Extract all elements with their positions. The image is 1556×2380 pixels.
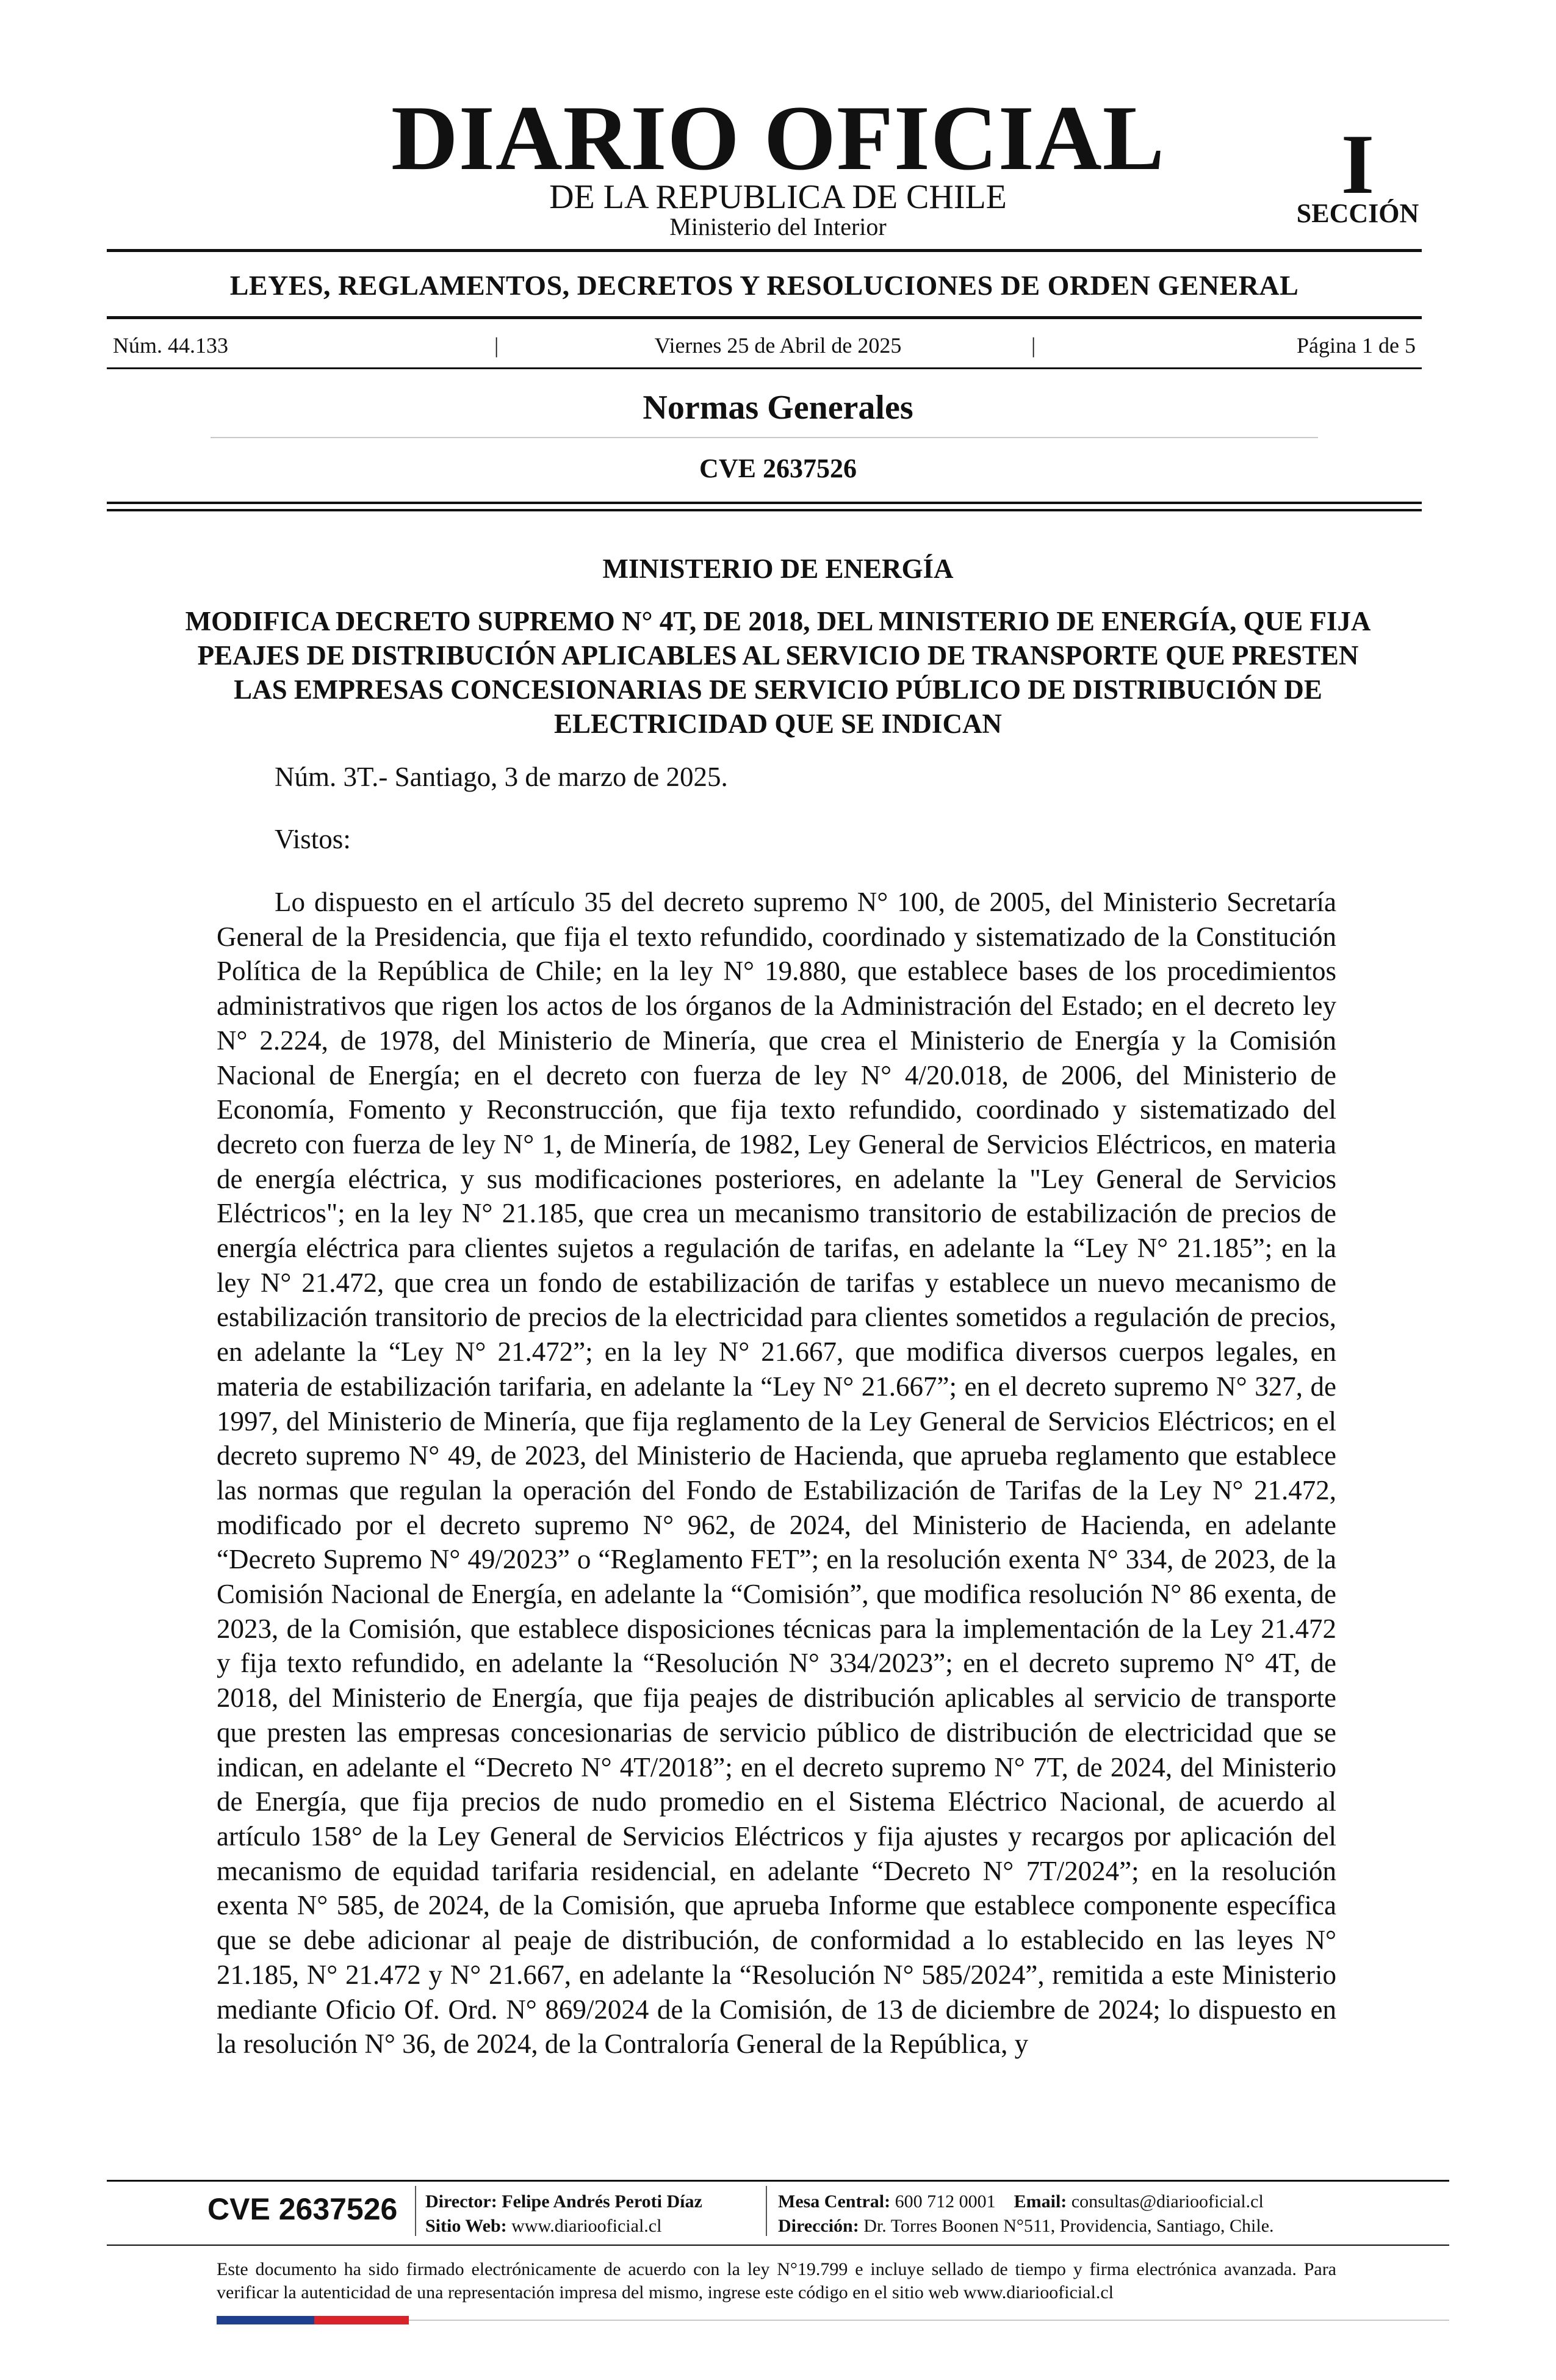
address-label: Dirección: [778,2216,859,2236]
section-label: SECCIÓN [1296,198,1419,228]
signature-note: Este documento ha sido firmado electrónicamente de acuerdo con la ley N°19.799 e incluye sellado de tiempo y firma electrónica avanzada. Para verificar la autenticidad de una representación impresa del mismo, ingrese este código en el sitio web www.diariooficial.cl [217,2259,1336,2302]
director-label: Director: [425,2191,497,2212]
section-divider [211,437,1318,438]
phone-label: Mesa Central: [778,2191,891,2212]
section-heading: Normas Generales [643,389,913,427]
decree-title: MODIFICA DECRETO SUPREMO N° 4T, DE 2018, DEL MINISTERIO DE ENERGÍA, QUE FIJA PEAJES DE DISTRIBUCIÓN APLICABLES AL SERVICIO DE TRANSPORTE QUE PRESTEN LAS EMPRESAS CONCESIONARIAS DE SERVICIO PÚBLICO DE DISTRIBUCIÓN DE ELECTRICIDAD QUE SE INDICAN [185,606,1371,739]
masthead-ministry: Ministerio del Interior [669,213,887,240]
section-numeral: I [1341,117,1375,212]
footer-cve-code: CVE 2637526 [207,2192,398,2226]
cve-code: CVE 2637526 [699,453,857,483]
flag-bar-blue [217,2316,314,2324]
footer-director-block [425,2190,767,2238]
email-label: Email: [1014,2191,1067,2212]
footer-divider [415,2186,416,2236]
masthead-title: DIARIO OFICIAL [391,87,1165,189]
phone-number: 600 712 0001 [895,2191,996,2212]
footer-rule-top [107,2180,1449,2182]
meta-separator: | [494,333,499,358]
meta-separator: | [1031,333,1036,358]
vistos-heading: Vistos: [275,824,351,854]
flag-bar-rule [409,2320,1449,2321]
footer-rule-bottom [107,2245,1449,2246]
vistos-body: Lo dispuesto en el artículo 35 del decreto supremo N° 100, de 2005, del Ministerio Secretaría General de la Presidencia, que fija el texto refundido, coordinado y sistematizado de la Constitución Política de la República de Chile; en la ley N° 19.880, que establece bases de los procedimientos administrativos que rigen los actos de los órganos de la Administración del Estado; en el decreto ley N° 2.224, de 1978, del Ministerio de Minería, que crea el Ministerio de Energía y la Comisión Nacional de Energía; en el decreto con fuerza de ley N° 4/20.018, de 2006, del Ministerio de Economía, Fomento y Reconstrucción, que fija texto refundido, coordinado y sistematizado del decreto con fuerza de ley N° 1, de Minería, de 1982, Ley General de Servicios Eléctricos, en materia de energía eléctrica, y sus modificaciones posteriores, en adelante la "Ley General de Servicios Eléctricos"; en la ley N° 21.185, que crea un mecanismo transitorio de estabilización de precios de energía eléctrica para clientes sujetos a regulación de tarifas, en adelante la “Ley N° 21.185”; en la ley N° 21.472, que crea un fondo de estabilización de tarifas y establece un nuevo mecanismo de estabilización transitorio de precios de la electricidad para clientes sometidos a regulación de precios, en adelante la “Ley N° 21.472”; en la ley N° 21.667, que modifica diversos cuerpos legales, en materia de estabilización tarifaria, en adelante la “Ley N° 21.667”; en el decreto supremo N° 327, de 1997, del Ministerio de Minería, que fija reglamento de la Ley General de Servicios Eléctricos; en el decreto supremo N° 49, de 2023, del Ministerio de Hacienda, que aprueba reglamento que establece las normas que regulan la operación del Fondo de Estabilización de Tarifas de la Ley N° 21.472, modificado por el decreto supremo N° 962, de 2024, del Ministerio de Hacienda, en adelante “Decreto Supremo N° 49/2023” o “Reglamento FET”; en la resolución exenta N° 334, de 2023, de la Comisión Nacional de Energía, en adelante la “Comisión”, que modifica resolución N° 86 exenta, de 2023, de la Comisión, que establece disposiciones técnicas para la implementación de la Ley 21.472 y fija texto refundido, en adelante la “Resolución N° 334/2023”; en el decreto supremo N° 4T, de 2018, del Ministerio de Energía, que fija peajes de distribución aplicables al servicio de transporte que presten las empresas concesionarias de servicio público de distribución de electricidad que se indican, en adelante el “Decreto N° 4T/2018”; en el decreto supremo N° 7T, de 2024, del Ministerio de Energía, que fija precios de nudo promedio en el Sistema Eléctrico Nacional, de acuerdo al artículo 158° de la Ley General de Servicios Eléctricos y fija ajustes y recargos por aplicación del mecanismo de equidad tarifaria residencial, en adelante “Decreto N° 7T/2024”; en la resolución exenta N° 585, de 2024, de la Comisión, que aprueba Informe que establece componente específica que se debe adicionar al peaje de distribución, de conformidad a lo establecido en las leyes N° 21.185, N° 21.472 y N° 21.667, en adelante la “Resolución N° 585/2024”, remitida a este Ministerio mediante Oficio Of. Ord. N° 869/2024 de la Comisión, de 13 de diciembre de 2024; lo dispuesto en la resolución N° 36, de 2024, de la Contraloría General de la República, y [217,887,1336,2060]
email-link[interactable]: consultas@diariooficial.cl [1071,2191,1264,2212]
masthead-subtitle: DE LA REPUBLICA DE CHILE [549,178,1007,216]
issue-number: Núm. 44.133 [113,333,228,358]
page-indicator: Página 1 de 5 [1297,333,1416,358]
footer-contact-block [778,2190,1437,2238]
director-name: Felipe Andrés Peroti Díaz [502,2191,702,2212]
section-rule-top [107,502,1422,504]
website-link[interactable]: www.diariooficial.cl [511,2216,662,2236]
address: Dr. Torres Boonen N°511, Providencia, Santiago, Chile. [863,2216,1274,2236]
issue-date: Viernes 25 de Abril de 2025 [654,333,902,358]
masthead-rule-top [107,249,1422,252]
meta-rule [107,367,1422,369]
masthead-rule-bottom [107,316,1422,319]
issuing-ministry: MINISTERIO DE ENERGÍA [602,554,954,584]
section-rule-bottom [107,509,1422,511]
website-label: Sitio Web: [425,2216,507,2236]
flag-bar-red [314,2316,409,2324]
decree-number-line: Núm. 3T.- Santiago, 3 de marzo de 2025. [275,762,728,792]
subject-line: LEYES, REGLAMENTOS, DECRETOS Y RESOLUCIONES DE ORDEN GENERAL [229,270,1299,301]
